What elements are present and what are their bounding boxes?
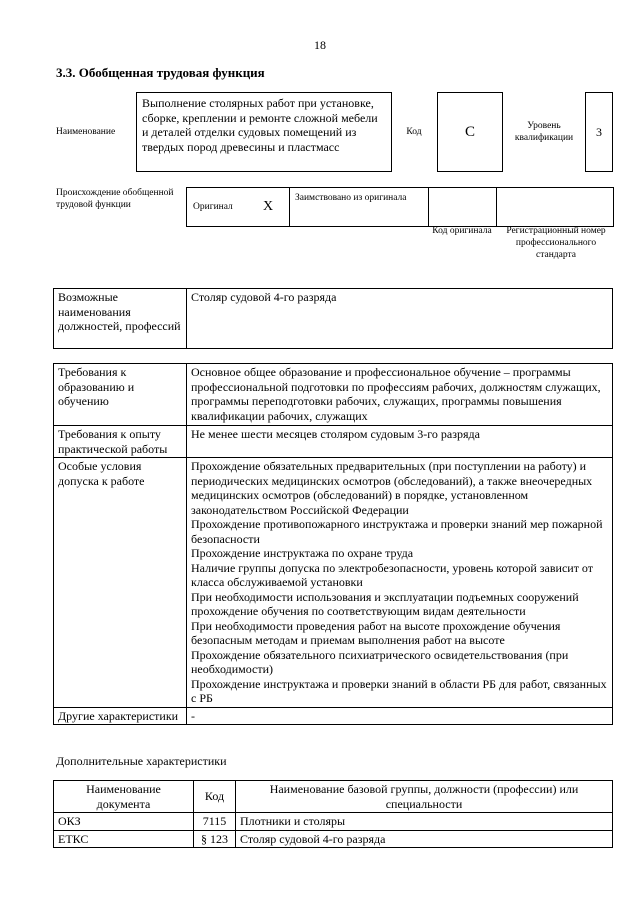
section-title: 3.3. Обобщенная трудовая функция	[56, 65, 265, 80]
condition-item: Наличие группы допуска по электробезопасности, уровень которой зависит от класса обслуживаемой установки	[191, 560, 594, 589]
header-group-name: Наименование базовой группы, должности (профессии) или специальности	[236, 781, 613, 813]
positions-value: Столяр судовой 4-го разряда	[187, 289, 613, 349]
function-name-value: Выполнение столярных работ при установке, сборке, креплении и ремонте сложной мебели и деталей отделки судовых помещений из твердых пород древесины и пластмасс	[142, 96, 378, 154]
original-mark: X	[262, 199, 274, 214]
conditions-list	[187, 458, 613, 708]
additional-header-row	[54, 781, 613, 813]
condition-item: Прохождение обязательного психиатрического освидетельствования (при необходимости)	[191, 647, 569, 676]
condition-item: При необходимости использования и эксплуатации подъемных сооружений прохождение обучения по соответствующим видам деятельности	[191, 589, 579, 618]
education-label: Требования к образованию и обучению	[54, 364, 187, 426]
doc-name-cell: ОКЗ	[54, 813, 194, 831]
original-label: Оригинал	[193, 202, 233, 212]
table-row	[54, 813, 613, 831]
experience-row	[54, 426, 613, 458]
level-label: Уровень квалификации	[514, 121, 574, 143]
condition-item: При необходимости проведения работ на высоте прохождение обучения безопасным методам и приемам выполнения работ на высоте	[191, 618, 561, 647]
group-name-cell: Плотники и столяры	[236, 813, 613, 831]
group-name-cell: Столяр судовой 4-го разряда	[236, 830, 613, 848]
positions-row	[54, 289, 613, 349]
reg-number-label: Регистрационный номер профессионального стандарта	[506, 226, 606, 260]
origin-divider-3	[496, 187, 497, 227]
positions-table	[53, 288, 613, 349]
education-row	[54, 364, 613, 426]
code-cell: § 123	[194, 830, 236, 848]
condition-item: Прохождение противопожарного инструктажа и проверки знаний мер пожарной безопасности	[191, 517, 603, 546]
code-cell: 7115	[194, 813, 236, 831]
page-number: 18	[314, 38, 326, 52]
other-row	[54, 707, 613, 725]
experience-value: Не менее шести месяцев столяром судовым 3-го разряда	[187, 426, 613, 458]
additional-title: Дополнительные характеристики	[56, 754, 227, 768]
name-label: Наименование	[56, 127, 116, 137]
table-row	[54, 830, 613, 848]
code-label: Код	[406, 127, 422, 137]
other-label: Другие характеристики	[54, 707, 187, 725]
code-original-label: Код оригинала	[432, 226, 492, 236]
conditions-label: Особые условия допуска к работе	[54, 458, 187, 708]
header-code: Код	[194, 781, 236, 813]
function-name-box	[136, 92, 392, 172]
requirements-table	[53, 363, 613, 725]
positions-label: Возможные наименования должностей, профессий	[54, 289, 187, 349]
other-value: -	[187, 707, 613, 725]
condition-item: Прохождение инструктажа по охране труда	[191, 546, 414, 560]
origin-label: Происхождение обобщенной трудовой функции	[56, 188, 174, 210]
doc-name-cell: ЕТКС	[54, 830, 194, 848]
header-doc-name: Наименование документа	[54, 781, 194, 813]
condition-item: Прохождение инструктажа и проверки знаний в области РБ для работ, связанных с РБ	[191, 676, 607, 705]
condition-item: Прохождение обязательных предварительных (при поступлении на работу) и периодических медицинских осмотров (обследований), а также внеочередных медицинских осмотров (обследований) в порядке, установленном законодательством Российской Федерации	[191, 459, 593, 517]
borrowed-label: Заимствовано из оригинала	[295, 193, 407, 203]
conditions-row	[54, 458, 613, 708]
level-value: 3	[585, 92, 613, 172]
education-value: Основное общее образование и профессиональное обучение – программы профессиональной подготовки по профессиям рабочих, должностям служащих, программы переподготовки рабочих, служащих, программы повышения квалификации рабочих, служащих	[187, 364, 613, 426]
experience-label: Требования к опыту практической работы	[54, 426, 187, 458]
origin-divider-2	[428, 187, 429, 227]
origin-divider-1	[289, 187, 290, 227]
code-value: C	[437, 92, 503, 172]
additional-table	[53, 780, 613, 848]
